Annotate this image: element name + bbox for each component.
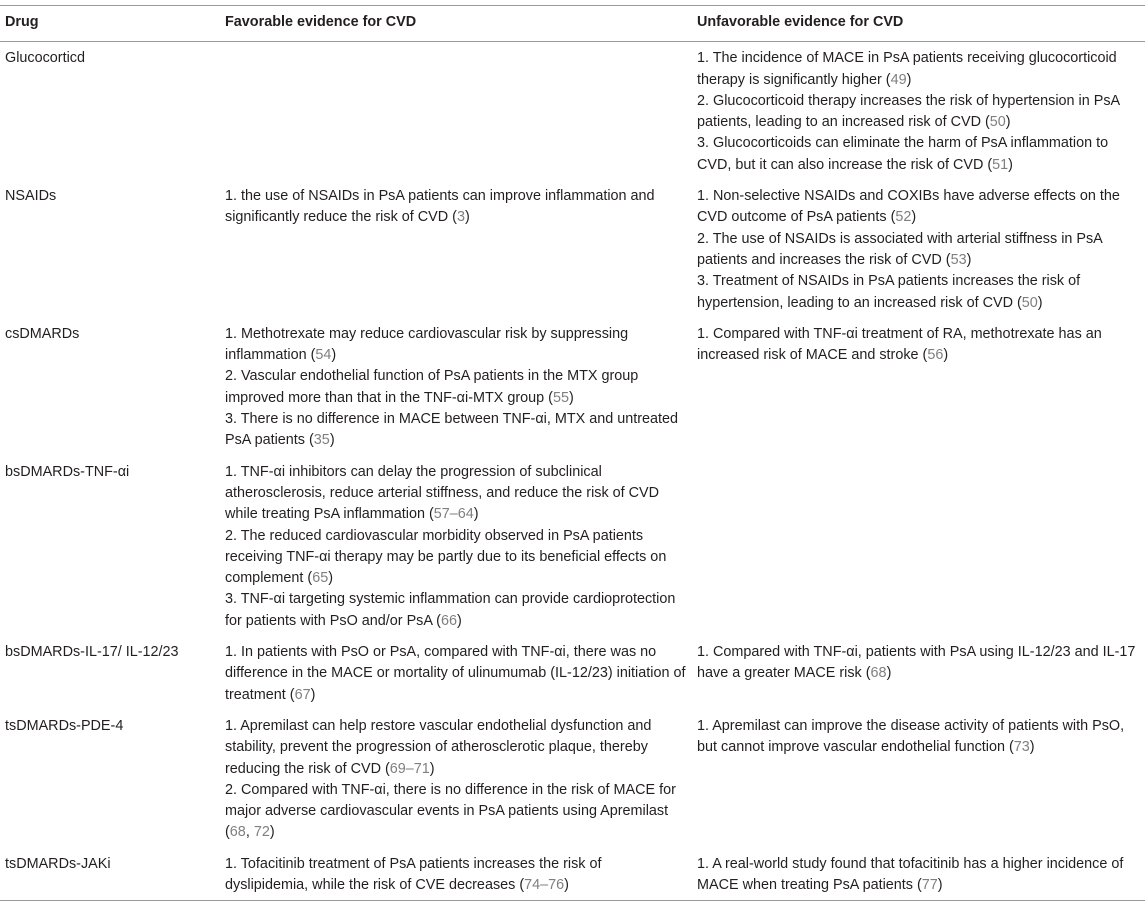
table-body: [0, 42, 1145, 901]
evidence-text-close: ): [329, 432, 335, 449]
favorable-evidence-cell: [220, 848, 692, 901]
evidence-item: [697, 186, 1141, 229]
evidence-text: 1. the use of NSAIDs in PsA patients can improve inflammation and significantly reduce the risk of CVD (: [225, 188, 655, 226]
evidence-text-close: ): [269, 824, 275, 841]
evidence-item: [225, 186, 688, 229]
table-row: [0, 318, 1145, 456]
unfavorable-evidence-cell: [692, 710, 1145, 848]
evidence-text-close: ): [937, 876, 943, 893]
evidence-item: [697, 642, 1141, 685]
evidence-text: 3. There is no difference in MACE between TNF-αi, MTX and untreated PsA patients (: [225, 411, 679, 449]
reference-link[interactable]: 73: [1013, 739, 1030, 756]
evidence-text: 1. A real-world study found that tofacitinib has a higher incidence of MACE when treating PsA patients (: [697, 855, 1124, 893]
evidence-text-close: ): [564, 876, 569, 893]
evidence-text: 2. The reduced cardiovascular morbidity observed in PsA patients receiving TNF-αi therapy may be partly due to its beneficial effects on complement (: [225, 527, 667, 587]
evidence-text-close: ): [429, 760, 435, 777]
unfavorable-evidence-cell: [692, 42, 1145, 180]
evidence-text-close: ): [456, 612, 462, 629]
drug-cell: Glucocorticd: [5, 50, 85, 67]
reference-link[interactable]: 53: [950, 251, 967, 268]
drug-cell: bsDMARDs-IL-17/ IL-12/23: [5, 644, 179, 661]
evidence-text: 1. The incidence of MACE in PsA patients receiving glucocorticoid therapy is significantly higher (: [697, 50, 1117, 88]
evidence-item: [225, 642, 688, 706]
favorable-evidence-cell: [220, 710, 692, 848]
reference-link[interactable]: 72: [253, 824, 270, 841]
table-row: [0, 42, 1145, 180]
reference-link[interactable]: 69–71: [389, 760, 430, 777]
drug-cell: bsDMARDs-TNF-αi: [5, 463, 130, 480]
evidence-item: [225, 854, 688, 897]
reference-link[interactable]: 35: [313, 432, 330, 449]
reference-link[interactable]: 65: [312, 570, 329, 587]
header-unfavorable: Unfavorable evidence for CVD: [692, 6, 1145, 42]
evidence-text: 2. Glucocorticoid therapy increases the risk of hypertension in PsA patients, leading to an increased risk of CVD (: [697, 92, 1120, 131]
evidence-text: 1. Methotrexate may reduce cardiovascular risk by suppressing inflammation (: [225, 325, 629, 364]
evidence-item: [697, 854, 1141, 897]
evidence-text: 1. Compared with TNF-αi, patients with PsA using IL-12/23 and IL-17 have a greater MACE risk (: [697, 644, 1136, 682]
evidence-text: 1. Non-selective NSAIDs and COXIBs have adverse effects on the CVD outcome of PsA patients (: [697, 188, 1120, 226]
reference-link[interactable]: 66: [440, 612, 457, 629]
favorable-evidence-cell: [220, 456, 692, 636]
evidence-text-close: ): [328, 570, 333, 587]
evidence-item: [697, 91, 1141, 134]
evidence-item: [225, 409, 688, 452]
evidence-item: 2. Compared with TNF-αi, there is no difference in the risk of MACE for major adverse cardiovascular events in PsA patients using Apremilast (68, 72): [225, 781, 676, 841]
evidence-text-close: ): [966, 251, 972, 268]
evidence-text: 2. Compared with TNF-αi, there is no difference in the risk of MACE for major adverse cardiovascular events in PsA patients using Apremilast (: [225, 781, 676, 841]
evidence-text-close: ): [568, 389, 574, 406]
evidence-item: [225, 366, 688, 409]
favorable-evidence-cell: [220, 636, 692, 710]
evidence-text: 3. Treatment of NSAIDs in PsA patients increases the risk of hypertension, leading to an increased risk of CVD (: [697, 273, 1081, 311]
table-row: [0, 710, 1145, 848]
evidence-item: [697, 48, 1141, 91]
drug-cell: NSAIDs: [5, 188, 57, 205]
evidence-text-close: ): [310, 686, 316, 703]
reference-link[interactable]: 51: [992, 156, 1009, 173]
evidence-text: 1. Compared with TNF-αi treatment of RA, methotrexate has an increased risk of MACE and stroke (: [697, 325, 1102, 364]
reference-link[interactable]: 56: [927, 347, 944, 364]
reference-link[interactable]: 68: [870, 665, 887, 682]
evidence-item: [225, 324, 688, 367]
favorable-evidence-cell: [220, 180, 692, 318]
drug-cell: csDMARDs: [5, 325, 80, 342]
evidence-table: [0, 5, 1145, 901]
header-row: [0, 6, 1145, 42]
reference-link[interactable]: 50: [989, 114, 1006, 131]
evidence-text-close: ): [886, 665, 892, 682]
unfavorable-evidence-cell: [692, 318, 1145, 456]
table-row: [0, 848, 1145, 901]
evidence-text: 1. Apremilast can improve the disease activity of patients with PsO, but cannot improve vascular endothelial function (: [697, 717, 1125, 756]
reference-link[interactable]: 50: [1021, 294, 1038, 311]
unfavorable-evidence-cell: [692, 456, 1145, 636]
unfavorable-evidence-cell: [692, 848, 1145, 901]
favorable-evidence-cell: [220, 318, 692, 456]
reference-link[interactable]: 77: [921, 876, 938, 893]
evidence-item: [697, 271, 1141, 314]
evidence-item: [697, 133, 1141, 176]
header-drug: Drug: [0, 6, 220, 42]
evidence-text-close: ): [1037, 294, 1043, 311]
evidence-item: [225, 526, 688, 590]
drug-cell: tsDMARDs-JAKi: [0, 848, 220, 901]
evidence-item: [697, 229, 1141, 272]
reference-link[interactable]: 57–64: [433, 506, 474, 523]
reference-link[interactable]: 54: [315, 347, 332, 364]
evidence-text-close: ): [906, 71, 912, 88]
evidence-text: 1. Tofacitinib treatment of PsA patients increases the risk of dyslipidemia, while the risk of CVE decreases (: [225, 855, 602, 893]
table-header: [0, 6, 1145, 42]
evidence-text-close: ): [464, 209, 470, 226]
evidence-text-close: ): [473, 506, 479, 523]
unfavorable-evidence-cell: [692, 636, 1145, 710]
evidence-text-close: ): [911, 209, 917, 226]
evidence-text-close: ): [1029, 739, 1035, 756]
evidence-text: 1. Apremilast can help restore vascular endothelial dysfunction and stability, prevent the progression of atherosclerotic plaque, thereby reducing the risk of CVD (: [225, 717, 652, 777]
evidence-text: 2. Vascular endothelial function of PsA patients in the MTX group improved more than that in the TNF-αi-MTX group (: [225, 368, 639, 406]
table-row: [0, 456, 1145, 636]
evidence-item: [697, 716, 1141, 759]
evidence-text-close: ): [331, 347, 337, 364]
reference-link[interactable]: 3: [456, 209, 465, 226]
drug-cell: tsDMARDs-PDE-4: [5, 717, 124, 734]
table-row: [0, 180, 1145, 318]
table-row: [0, 636, 1145, 710]
reference-link[interactable]: 74–76: [524, 876, 565, 893]
evidence-text-close: ): [943, 347, 949, 364]
header-favorable: Favorable evidence for CVD: [220, 6, 692, 42]
reference-link[interactable]: 49: [890, 71, 907, 88]
evidence-item: [225, 589, 688, 632]
evidence-item: [225, 462, 688, 526]
evidence-text: 3. TNF-αi targeting systemic inflammation can provide cardioprotection for patients with PsO and/or PsA (: [225, 591, 676, 629]
evidence-item: [225, 716, 688, 780]
evidence-text: 1. TNF-αi inhibitors can delay the progression of subclinical atherosclerosis, reduce arterial stiffness, and reduce the risk of CVD while treating PsA inflammation (: [225, 463, 660, 523]
evidence-text: 2. The use of NSAIDs is associated with arterial stiffness in PsA patients and increases the risk of CVD (: [697, 230, 1102, 268]
reference-link[interactable]: 55: [552, 389, 569, 406]
evidence-text-close: ): [1008, 156, 1013, 173]
evidence-text: 1. In patients with PsO or PsA, compared with TNF-αi, there was no difference in the MACE or mortality of ulinumumab (IL-12/23) initiation of treatment (: [225, 644, 686, 703]
evidence-item: [697, 324, 1141, 367]
unfavorable-evidence-cell: [692, 180, 1145, 318]
favorable-evidence-cell: [220, 42, 692, 180]
evidence-text: 3. Glucocorticoids can eliminate the harm of PsA inflammation to CVD, but it can also increase the risk of CVD (: [697, 135, 1109, 173]
reference-link[interactable]: 68: [229, 824, 246, 841]
reference-link[interactable]: 67: [294, 686, 311, 703]
reference-link[interactable]: 52: [895, 209, 912, 226]
evidence-text-close: ): [1005, 114, 1011, 131]
